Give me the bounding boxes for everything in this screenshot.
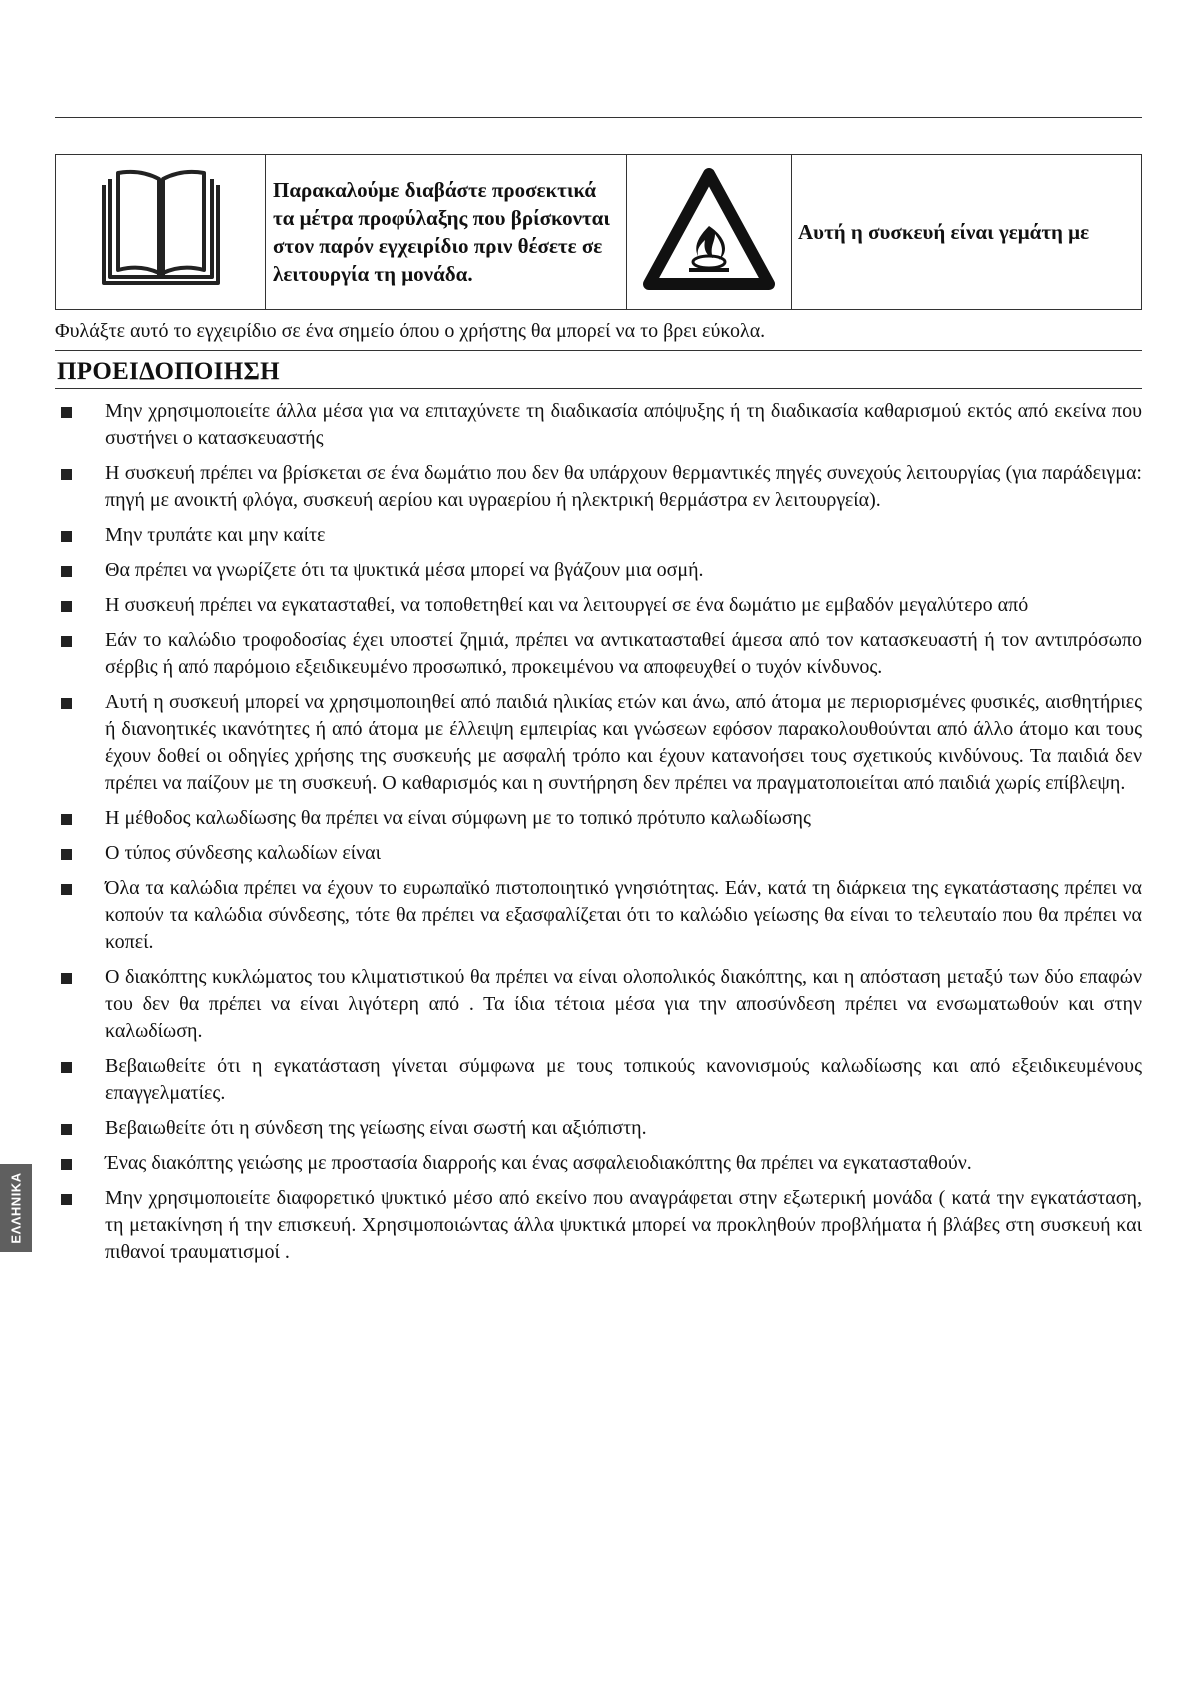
- bullet-square-icon: [61, 1124, 72, 1135]
- bullet-square-icon: [61, 1194, 72, 1205]
- bullet-square-icon: [61, 566, 72, 577]
- bullet-square-icon: [61, 601, 72, 612]
- warning-item: Όλα τα καλώδια πρέπει να έχουν το ευρωπαϊκό πιστοποιητικό γνησιότητας. Εάν, κατά τη διάρκεια της εγκατάστασης πρέπει να κοπούν τα καλώδια σύνδεσης, τότε θα πρέπει να εξασφαλίζεται ότι το καλώδιο γείωσης θα είναι το τελευταίο που θα πρέπει να κοπεί.: [55, 875, 1142, 956]
- language-side-tab-label: ΕΛΛΗΝΙΚΑ: [8, 1172, 24, 1244]
- bullet-square-icon: [61, 849, 72, 860]
- safety-icon-table: [55, 154, 1142, 310]
- bullet-square-icon: [61, 814, 72, 825]
- warning-list: [55, 398, 1142, 1274]
- warning-item: Βεβαιωθείτε ότι η εγκατάσταση γίνεται σύμφωνα με τους τοπικούς κανονισμούς καλωδίωσης και από εξειδικευμένους επαγγελματίες.: [55, 1053, 1142, 1107]
- read-instructions-cell: [266, 155, 627, 310]
- warning-item: Η συσκευή πρέπει να εγκατασταθεί, να τοποθετηθεί και να λειτουργεί σε ένα δωμάτιο με εμβαδόν μεγαλύτερο από: [55, 592, 1142, 619]
- bullet-square-icon: [61, 531, 72, 542]
- top-rule: [55, 117, 1142, 118]
- warning-item: Αυτή η συσκευή μπορεί να χρησιμοποιηθεί από παιδιά ηλικίας ετών και άνω, από άτομα με περιορισμένες φυσικές, αισθητήριες ή διανοητικές ικανότητες ή από άτομα με έλλειψη εμπειρίας και γνώσεων εφόσον παρακολουθούνται από άλλο άτομο και τους έχουν δοθεί οι οδηγίες χρήσης της συσκευής με ασφαλή τρόπο και έχουν κατανοήσει τους σχετικούς κινδύνους. Τα παιδιά δεν πρέπει να παίζουν με τη συσκευή. Ο καθαρισμός και η συντήρηση δεν πρέπει να πραγματοποιείται από παιδιά χωρίς επίβλεψη.: [55, 689, 1142, 797]
- warning-item: Θα πρέπει να γνωρίζετε ότι τα ψυκτικά μέσα μπορεί να βγάζουν μια οσμή.: [55, 557, 1142, 584]
- warning-item: Εάν το καλώδιο τροφοδοσίας έχει υποστεί ζημιά, πρέπει να αντικατασταθεί άμεσα από τον κατασκευαστή ή τον αντιπρόσωπο σέρβις ή από παρόμοιο εξειδικευμένο προσωπικό, προκειμένου να αποφευχθεί ο τυχόν κίνδυνος.: [55, 627, 1142, 681]
- warning-item: Ένας διακόπτης γειώσης με προστασία διαρροής και ένας ασφαλειοδιακόπτης θα πρέπει να εγκατασταθούν.: [55, 1150, 1142, 1177]
- open-book-manual-icon: [96, 165, 226, 295]
- read-instructions-text: Παρακαλούμε διαβάστε προσεκτικά τα μέτρα προφύλαξης που βρίσκονται στον παρόν εγχειρίδιο πριν θέσετε σε λειτουργία τη μονάδα.: [273, 178, 610, 286]
- warning-item: Μην χρησιμοποιείτε άλλα μέσα για να επιταχύνετε τη διαδικασία απόψυξης ή τη διαδικασία καθαρισμού εκτός από εκείνα που συστήνει ο κατασκευαστής: [55, 398, 1142, 452]
- bullet-square-icon: [61, 1062, 72, 1073]
- bullet-square-icon: [61, 973, 72, 984]
- bullet-square-icon: [61, 407, 72, 418]
- bullet-square-icon: [61, 636, 72, 647]
- flammable-text: Αυτή η συσκευή είναι γεμάτη με: [798, 220, 1090, 244]
- manual-icon-cell: [56, 155, 266, 310]
- bullet-square-icon: [61, 884, 72, 895]
- warning-item: Ο τύπος σύνδεσης καλωδίων είναι: [55, 840, 1142, 867]
- warning-item: Μην χρησιμοποιείτε διαφορετικό ψυκτικό μέσο από εκείνο που αναγράφεται στην εξωτερική μονάδα ( κατά την εγκατάσταση, τη μετακίνηση ή την επισκευή. Χρησιμοποιώντας άλλα ψυκτικά μπορεί να προκληθούν προβλήματα ή βλάβες στη συσκευή και πιθανοί τραυματισμοί .: [55, 1185, 1142, 1266]
- section-rule-bottom: [55, 388, 1142, 389]
- bullet-square-icon: [61, 698, 72, 709]
- warning-item: Η μέθοδος καλωδίωσης θα πρέπει να είναι σύμφωνη με το τοπικό πρότυπο καλωδίωσης: [55, 805, 1142, 832]
- warning-item: Μην τρυπάτε και μην καίτε: [55, 522, 1142, 549]
- bullet-square-icon: [61, 469, 72, 480]
- flammable-text-cell: [792, 155, 1142, 310]
- flammable-icon-cell: [627, 155, 792, 310]
- section-rule-top: [55, 350, 1142, 351]
- language-side-tab: [0, 1164, 32, 1252]
- warning-item: Βεβαιωθείτε ότι η σύνδεση της γείωσης είναι σωστή και αξιόπιστη.: [55, 1115, 1142, 1142]
- warning-item: Ο διακόπτης κυκλώματος του κλιματιστικού θα πρέπει να είναι ολοπολικός διακόπτης, και η απόσταση μεταξύ των δύο επαφών του δεν θα πρέπει να είναι λιγότερη από . Τα ίδια τέτοια μέσα για την αποσύνδεση πρέπει να ενσωματωθούν και στην καλωδίωση.: [55, 964, 1142, 1045]
- bullet-square-icon: [61, 1159, 72, 1170]
- flammable-warning-triangle-icon: [643, 168, 775, 292]
- warning-heading: ΠΡΟΕΙΔΟΠΟΙΗΣΗ: [57, 358, 280, 385]
- keep-manual-note: Φυλάξτε αυτό το εγχειρίδιο σε ένα σημείο όπου ο χρήστης θα μπορεί να το βρει εύκολα.: [55, 320, 766, 342]
- warning-item: Η συσκευή πρέπει να βρίσκεται σε ένα δωμάτιο που δεν θα υπάρχουν θερμαντικές πηγές συνεχούς λειτουργίας (για παράδειγμα: πηγή με ανοικτή φλόγα, συσκευή αερίου και υγραερίου ή ηλεκτρική θερμάστρα εν λειτουργεία).: [55, 460, 1142, 514]
